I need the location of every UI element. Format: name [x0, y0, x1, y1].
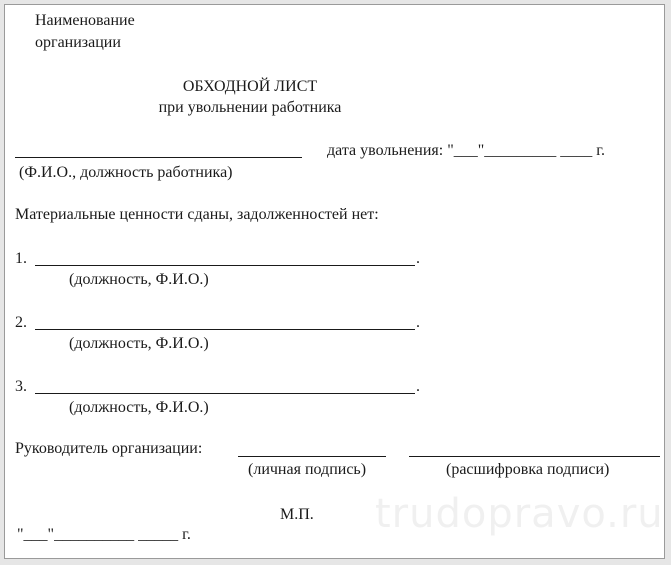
signer-2-dot: .	[416, 314, 420, 331]
signer-3-caption: (должность, Ф.И.О.)	[69, 399, 209, 416]
signer-2-field[interactable]	[35, 329, 415, 330]
signer-2-number: 2.	[15, 314, 27, 331]
signer-1-number: 1.	[15, 250, 27, 267]
document-sheet	[4, 4, 665, 559]
director-decoding-field[interactable]	[409, 456, 660, 457]
employee-fio-caption: (Ф.И.О., должность работника)	[19, 164, 233, 181]
employee-fio-field[interactable]	[15, 157, 302, 158]
director-label: Руководитель организации:	[15, 440, 203, 457]
decoding-caption: (расшифровка подписи)	[446, 461, 610, 478]
bottom-date: "___"__________ _____ г.	[17, 526, 191, 543]
signer-1-caption: (должность, Ф.И.О.)	[69, 271, 209, 288]
stamp-place: М.П.	[280, 506, 314, 523]
dismissal-date-label: дата увольнения: "___"_________ ____ г.	[327, 142, 606, 159]
signer-1-field[interactable]	[35, 265, 415, 266]
signature-caption: (личная подпись)	[248, 461, 367, 478]
director-signature-field[interactable]	[238, 456, 386, 457]
document-title: ОБХОДНОЙ ЛИСТ	[182, 78, 318, 95]
document-subtitle: при увольнении работника	[158, 99, 342, 116]
organization-name-line2: организации	[35, 34, 121, 51]
signer-3-field[interactable]	[35, 393, 415, 394]
watermark: trudopravo.ru	[375, 491, 664, 537]
signer-3-dot: .	[416, 378, 420, 395]
signer-2-caption: (должность, Ф.И.О.)	[69, 335, 209, 352]
organization-name-line1: Наименование	[35, 12, 135, 29]
signer-1-dot: .	[416, 250, 420, 267]
signer-3-number: 3.	[15, 378, 27, 395]
statement-text: Материальные ценности сданы, задолженностей нет:	[15, 206, 379, 223]
